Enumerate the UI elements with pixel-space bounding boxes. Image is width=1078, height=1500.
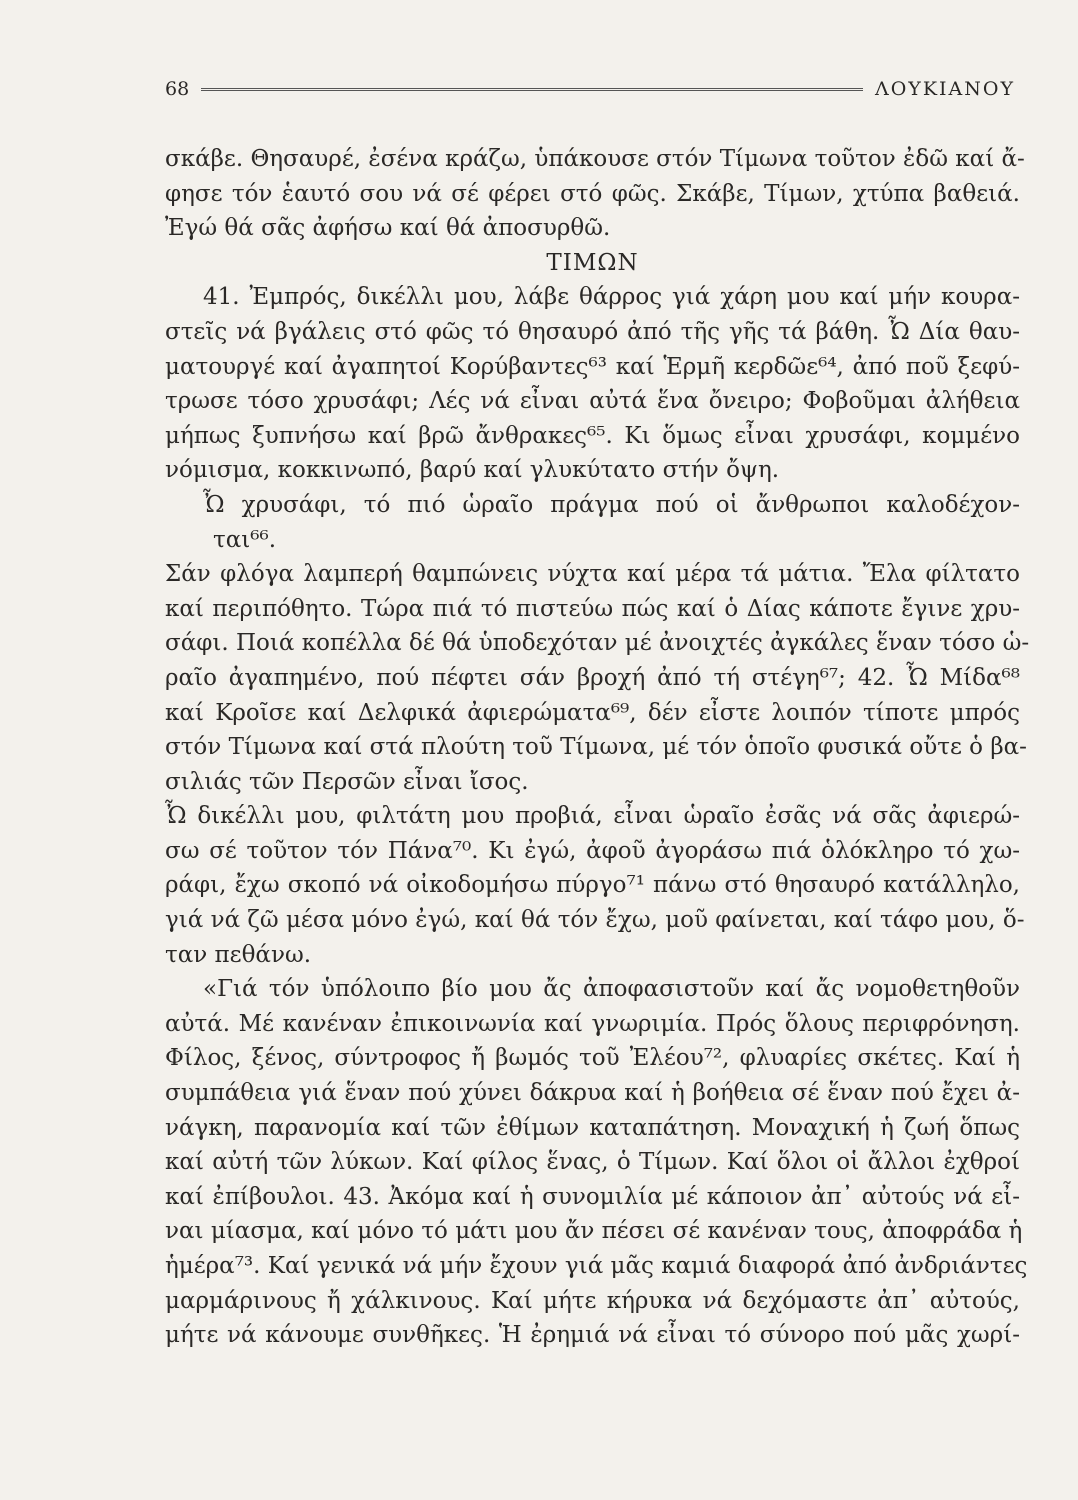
text-line: ματουργέ καί ἀγαπητοί Κορύβαντες⁶³ καί Ἑρμῆ κερδῶε⁶⁴, ἀπό ποῦ ξεφύ-: [165, 353, 1020, 380]
text-line: νάγκη, παρανομία καί τῶν ἐθίμων καταπάτηση. Μοναχική ἡ ζωή ὅπως: [165, 1114, 1020, 1141]
text-line: αὐτά. Μέ κανέναν ἐπικοινωνία καί γνωριμία. Πρός ὅλους περιφρόνηση.: [165, 1010, 1020, 1037]
section-heading: ΤΙΜΩΝ: [546, 249, 639, 276]
text-line: καί ἐπίβουλοι. 43. Ἀκόμα καί ἡ συνομιλία μέ κάποιον ἀπ᾽ αὐτούς νά εἶ-: [165, 1183, 1020, 1210]
text-line: μήτε νά κάνουμε συνθῆκες. Ἡ ἐρημιά νά εἶναι τό σύνορο πού μᾶς χωρί-: [165, 1322, 1020, 1349]
text-line: μήπως ξυπνήσω καί βρῶ ἄνθρακες⁶⁵. Κι ὅμως εἶναι χρυσάφι, κομμένο: [165, 422, 1020, 449]
text-line: νόμισμα, κοκκινωπό, βαρύ καί γλυκύτατο στήν ὄψη.: [165, 457, 780, 484]
text-line: ναι μίασμα, καί μόνο τό μάτι μου ἄν πέσει σέ κανέναν τους, ἀποφράδα ἡ: [165, 1218, 1023, 1245]
text-line: στόν Τίμωνα καί στά πλούτη τοῦ Τίμωνα, μέ τόν ὁποῖο φυσικά οὔτε ὁ βα-: [165, 734, 1027, 761]
text-line: τρωσε τόσο χρυσάφι; Λές νά εἶναι αὐτά ἕνα ὄνειρο; Φοβοῦμαι ἀλήθεια: [165, 388, 1020, 415]
text-line: Ἐγώ θά σᾶς ἀφήσω καί θά ἀποσυρθῶ.: [165, 215, 611, 242]
text-line: σιλιάς τῶν Περσῶν εἶναι ἴσος.: [165, 768, 529, 795]
text-line: Φίλος, ξένος, σύντροφος ἤ βωμός τοῦ Ἐλέου⁷², φλυαρίες σκέτες. Καί ἡ: [165, 1045, 1020, 1072]
text-line: καί Κροῖσε καί Δελφικά ἀφιερώματα⁶⁹, δέν εἶστε λοιπόν τίποτε μπρός: [165, 699, 1020, 726]
text-line: φησε τόν ἑαυτό σου νά σέ φέρει στό φῶς. Σκάβε, Τίμων, χτύπα βαθειά.: [165, 180, 1020, 207]
text-line: μαρμάρινους ἤ χάλκινους. Καί μήτε κήρυκα νά δεχόμαστε ἀπ᾽ αὐτούς,: [165, 1287, 1020, 1314]
text-line: καί περιπόθητο. Τώρα πιά τό πιστεύω πώς καί ὁ Δίας κάποτε ἔγινε χρυ-: [165, 595, 1020, 622]
page-number: 68: [165, 78, 190, 100]
text-line: Ὦ δικέλλι μου, φιλτάτη μου προβιά, εἶναι ὡραῖο ἐσᾶς νά σᾶς ἀφιερώ-: [165, 803, 1020, 830]
text-line: σω σέ τοῦτον τόν Πάνα⁷⁰. Κι ἐγώ, ἀφοῦ ἀγοράσω πιά ὁλόκληρο τό χω-: [165, 837, 1020, 864]
text-line: ται⁶⁶.: [213, 526, 277, 553]
text-line: ραῖο ἀγαπημένο, πού πέφτει σάν βροχή ἀπό τή στέγη⁶⁷; 42. Ὦ Μίδα⁶⁸: [165, 664, 1020, 691]
text-line: καί αὐτή τῶν λύκων. Καί φίλος ἕνας, ὁ Τίμων. Καί ὅλοι οἱ ἄλλοι ἐχθροί: [165, 1149, 1020, 1176]
text-line: ἡμέρα⁷³. Καί γενικά νά μήν ἔχουν γιά μᾶς καμιά διαφορά ἀπό ἀνδριάντες: [165, 1253, 1028, 1279]
page-header: [165, 74, 1015, 104]
text-line: ράφι, ἔχω σκοπό νά οἰκοδομήσω πύργο⁷¹ πάνω στό θησαυρό κατάλληλο,: [165, 872, 1020, 899]
text-line: συμπάθεια γιά ἕναν πού χύνει δάκρυα καί ἡ βοήθεια σέ ἕναν πού ἔχει ἀ-: [165, 1080, 1020, 1107]
header-rule: [201, 88, 863, 91]
text-line: στεῖς νά βγάλεις στό φῶς τό θησαυρό ἀπό τῆς γῆς τά βάθη. Ὦ Δία θαυ-: [165, 318, 1020, 345]
text-line: σκάβε. Θησαυρέ, ἐσένα κράζω, ὑπάκουσε στόν Τίμωνα τοῦτον ἐδῶ καί ἄ-: [165, 146, 1025, 172]
text-line: γιά νά ζῶ μέσα μόνο ἐγώ, καί θά τόν ἔχω, μοῦ φαίνεται, καί τάφο μου, ὅ-: [165, 907, 1025, 934]
text-line: Σάν φλόγα λαμπερή θαμπώνεις νύχτα καί μέρα τά μάτια. Ἔλα φίλτατο: [165, 561, 1020, 588]
text-line: 41. Ἐμπρός, δικέλλι μου, λάβε θάρρος γιά χάρη μου καί μήν κουρα-: [203, 284, 1020, 311]
text-line: Ὦ χρυσάφι, τό πιό ὡραῖο πράγμα πού οἱ ἄνθρωποι καλοδέχον-: [203, 491, 1020, 518]
body-text: [165, 142, 1030, 1353]
text-line: «Γιά τόν ὑπόλοιπο βίο μου ἄς ἀποφασιστοῦν καί ἄς νομοθετηθοῦν: [203, 976, 1020, 1003]
text-line: ταν πεθάνω.: [165, 941, 312, 968]
running-head: ΛΟΥΚΙΑΝΟΥ: [874, 78, 1015, 100]
text-line: σάφι. Ποιά κοπέλλα δέ θά ὑποδεχόταν μέ ἀνοιχτές ἀγκάλες ἕναν τόσο ὡ-: [165, 630, 1030, 657]
